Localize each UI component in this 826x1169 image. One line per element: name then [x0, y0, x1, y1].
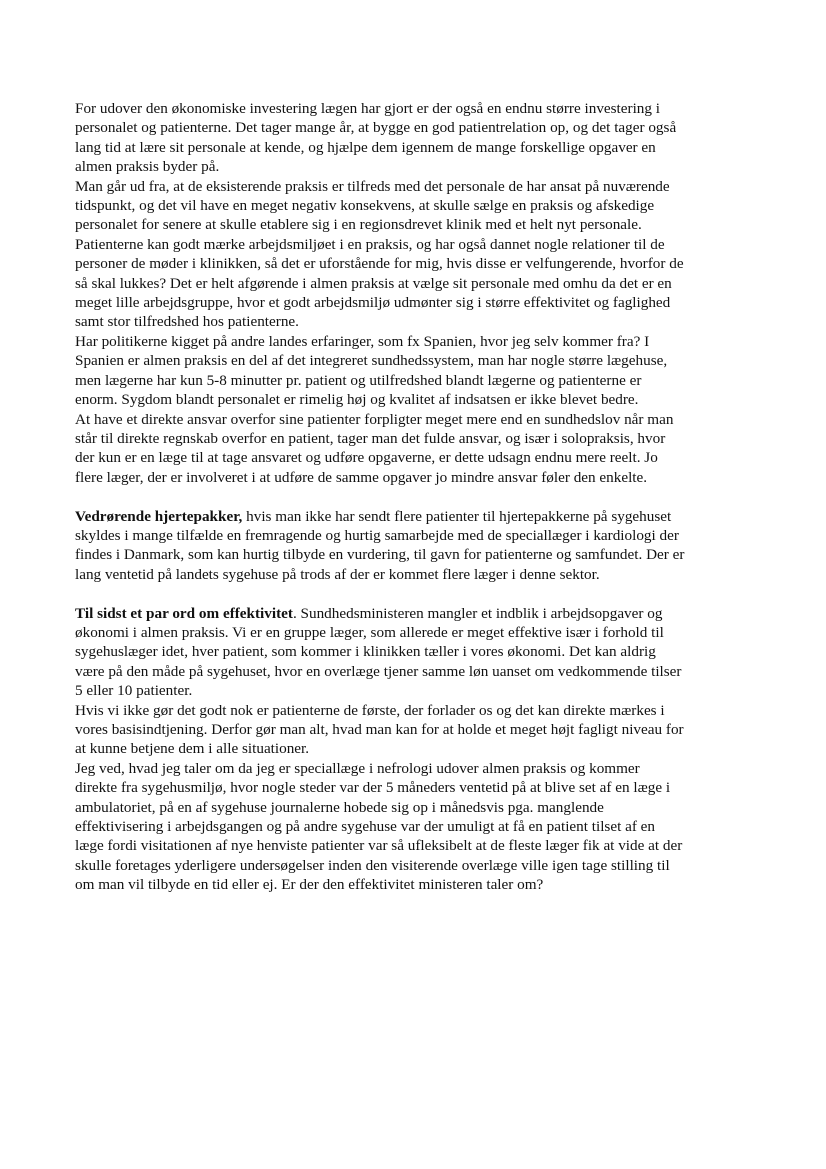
text-line: Hvis vi ikke gør det godt nok er patienterne de første, der forlader os og det kan direkte mærkes i — [75, 701, 665, 719]
text-run: hvis man ikke har sendt flere patienter til hjertepakkerne på sygehuset — [242, 507, 672, 525]
paragraph-earnings — [75, 701, 751, 759]
text-line: At have et direkte ansvar overfor sine patienter forpligter meget mere end en sundhedslov når man — [75, 410, 674, 428]
text-line: enorm. Sygdom blandt personalet er rimelig høj og kvalitet af indsatsen er ikke blevet bedre. — [75, 391, 639, 409]
paragraph-investment — [75, 99, 751, 177]
paragraph-staff — [75, 177, 751, 235]
text-line: lang ventetid på landets sygehuse på trods af der er kommet flere læger i denne sektor. — [75, 565, 600, 583]
text-line — [75, 604, 751, 623]
text-line: effektivisering i arbejdsgangen og på andre sygehuse var der umuligt at få en patient tilset af en — [75, 818, 656, 835]
text-line: For udover den økonomiske investering lægen har gjort er der også en endnu større investering i — [75, 100, 661, 117]
text-line: men lægerne har kun 5-8 minutter pr. patient og utilfredshed blandt lægerne og patienterne er — [75, 371, 642, 389]
text-line: 5 eller 10 patienter. — [75, 682, 193, 700]
text-line: om man vil tilbyde en tid eller ej. Er der den effektivitet ministeren taler om? — [75, 876, 544, 894]
document-page — [75, 99, 751, 895]
paragraph-patients — [75, 235, 751, 332]
text-line: personalet for senere at skulle etablere sig i en regionsdrevet klinik med et helt nyt personale. — [75, 216, 642, 234]
paragraph-gap — [75, 487, 751, 506]
text-line: personalet og patienterne. Det tager mange år, at bygge en god patientrelation op, og det tager også — [75, 119, 677, 137]
text-line: personer de møder i klinikken, så det er uforstående for mig, hvis disse er velfungerende, hvorfor de — [75, 255, 684, 273]
section-heading: Vedrørende hjertepakker, — [75, 507, 243, 525]
text-line: Patienterne kan godt mærke arbejdsmiljøet i en praksis, og har også dannet nogle relationer til de — [75, 235, 665, 253]
text-line: meget lille arbejdsgruppe, hvor et godt arbejdsmiljø udmønter sig i større effektivitet og faglighed — [75, 294, 671, 312]
paragraph-responsibility — [75, 410, 751, 488]
text-line: tidspunkt, og det vil have en meget negativ konsekvens, at skulle sælge en praksis og afskedige — [75, 197, 655, 215]
text-run: . Sundhedsministeren mangler et indblik i arbejdsopgaver og — [292, 604, 663, 622]
text-line: læge fordi visitationen af nye henviste patienter var så ufleksibelt at de fleste læger fik at vide at der — [75, 837, 683, 855]
text-line: Jeg ved, hvad jeg taler om da jeg er speciallæge i nefrologi udover almen praksis og kommer — [75, 759, 640, 777]
text-line: lang tid at lære sit personale at kende, og hjælpe dem igennem de mange forskellige opgaver en — [75, 138, 656, 156]
text-line: sygehuslæger idet, hver patient, som kommer i klinikken tæller i vores økonomi. Det kan aldrig — [75, 643, 656, 661]
text-line: økonomi i almen praksis. Vi er en gruppe læger, som allerede er meget effektive især i forhold til — [75, 623, 664, 641]
text-line: Man går ud fra, at de eksisterende praksis er tilfreds med det personale de har ansat på nuværende — [75, 177, 670, 195]
paragraph-efficiency — [75, 604, 751, 701]
text-line: at kunne betjene dem i alle situationer. — [75, 740, 310, 758]
text-line: almen praksis byder på. — [75, 158, 220, 176]
text-line: findes i Danmark, som kan hurtig tilbyde en vurdering, til gavn for patienterne og samfundet. Der er — [75, 546, 685, 564]
text-line: vores basisindtjening. Derfor gør man alt, hvad man kan for at holde et meget højt fagligt niveau for — [75, 720, 684, 738]
text-line: være på den måde på sygehuset, hvor en overlæge tjener samme løn uanset om vedkommende tilser — [75, 662, 682, 680]
text-line: der kun er en læge til at tage ansvaret og udføre opgaverne, er dette udsagn endnu mere reelt. Jo — [75, 449, 658, 467]
paragraph-gap — [75, 584, 751, 603]
text-line: skyldes i mange tilfælde en fremragende og hurtig samarbejde med de speciallæger i kardiologi der — [75, 526, 679, 544]
text-line: står til direkte regnskab overfor en patient, tager man det fulde ansvar, og især i solopraksis, hvor — [75, 429, 666, 447]
paragraph-nephrology — [75, 759, 751, 895]
text-line — [75, 507, 751, 526]
text-line: så skal lukkes? Det er helt afgørende i almen praksis at vælge sit personale med omhu da det er en — [75, 274, 672, 292]
paragraph-spain — [75, 332, 751, 410]
paragraph-heart-packages — [75, 507, 751, 585]
text-line: ambulatoriet, på en af sygehuse journalerne hobede sig op i månedsvis pga. manglende — [75, 798, 604, 816]
text-line: skulle foretages yderligere undersøgelser inden den visiterende overlæge ville igen tage stilling til — [75, 856, 670, 874]
text-line: Har politikerne kigget på andre landes erfaringer, som fx Spanien, hvor jeg selv kommer fra? I — [75, 332, 650, 350]
text-line: direkte fra sygehusmiljø, hvor nogle steder var der 5 måneders ventetid på at blive set af en læge i — [75, 779, 671, 797]
section-heading: Til sidst et par ord om effektivitet — [75, 604, 293, 622]
text-line: samt stor tilfredshed hos patienterne. — [75, 313, 299, 331]
text-line: flere læger, der er involveret i at udføre de samme opgaver jo mindre ansvar føler den enkelte. — [75, 468, 648, 486]
text-line: Spanien er almen praksis en del af det integreret sundhedssystem, man har nogle større lægehuse, — [75, 352, 668, 370]
